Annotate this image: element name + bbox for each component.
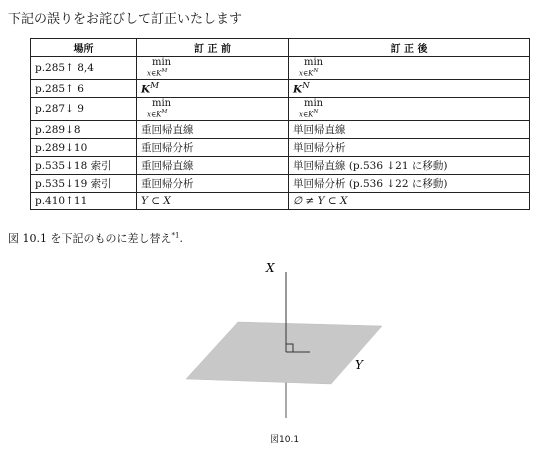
page-heading: 下記の誤りをお詫びして訂正いたします	[8, 12, 243, 27]
column-header-before: 訂 正 前	[137, 39, 289, 57]
y-axis-label: Y	[355, 358, 363, 372]
location-cell: p.535↓19 索引	[31, 175, 137, 193]
column-header-after: 訂 正 後	[289, 39, 530, 57]
min-operator: min	[304, 97, 324, 109]
after-cell: 単回帰分析 (p.536 ↓22 に移動)	[289, 175, 530, 193]
min-operator: min	[152, 57, 172, 68]
location-cell: p.289↓8	[31, 121, 137, 139]
after-cell: ∅ ≠ Y ⊂ X	[289, 193, 530, 210]
x-axis-label: X	[266, 261, 275, 275]
min-operator: min	[152, 97, 172, 109]
location-cell: p.535↓18 索引	[31, 157, 137, 175]
min-subscript: $x\in K^N$	[299, 108, 319, 119]
figure-caption: 図10.1	[270, 435, 300, 445]
location-cell: p.285↑ 6	[31, 80, 137, 98]
before-cell: 重回帰直線	[137, 157, 289, 175]
before-cell: 重回帰分析	[137, 139, 289, 157]
min-subscript: $x\in K^M$	[147, 108, 168, 119]
location-cell: p.285↑ 8,4	[31, 57, 137, 80]
min-subscript: $x\in K^M$	[147, 68, 168, 78]
before-cell: Y ⊂ X	[137, 193, 289, 210]
before-cell: $K^M$	[137, 80, 289, 98]
after-cell: 単回帰分析	[289, 139, 530, 157]
replacement-note: 図 10.1 を下記のものに差し替え$^{*1}$.	[8, 231, 183, 245]
before-cell: 重回帰直線	[137, 121, 289, 139]
after-cell: 単回帰直線	[289, 121, 530, 139]
plane	[186, 322, 382, 384]
before-cell: 重回帰分析	[137, 175, 289, 193]
location-cell: p.289↓10	[31, 139, 137, 157]
location-cell: p.410↑11	[31, 193, 137, 210]
min-subscript: $x\in K^N$	[299, 68, 319, 78]
after-cell: $K^N$	[289, 80, 530, 98]
location-cell: p.287↓ 9	[31, 97, 137, 120]
column-header-location: 場所	[31, 39, 137, 57]
after-cell: 単回帰直線 (p.536 ↓21 に移動)	[289, 157, 530, 175]
min-operator: min	[304, 57, 324, 68]
